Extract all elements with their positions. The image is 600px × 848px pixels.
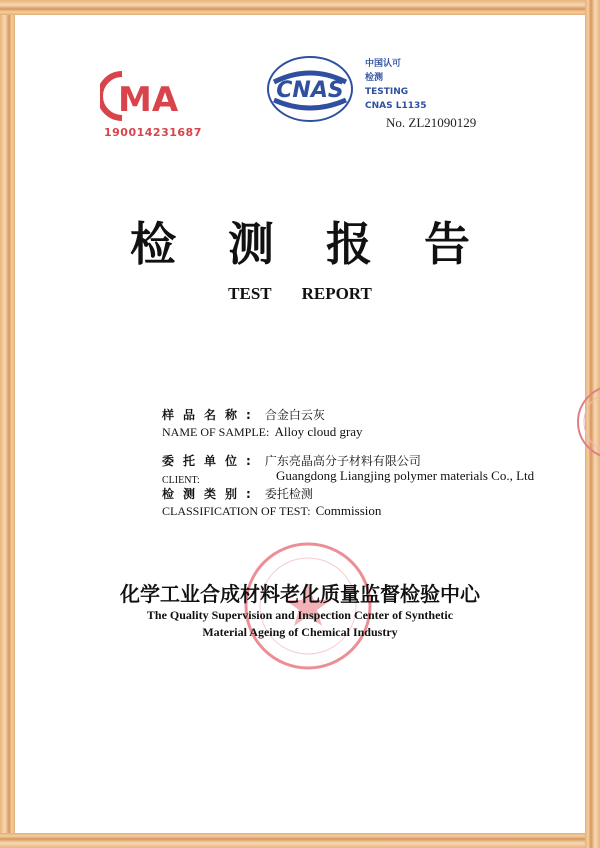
cnas-info (365, 57, 427, 113)
sample-name-row-en (162, 421, 363, 440)
cma-logo-icon (100, 68, 196, 124)
border-bottom (0, 833, 600, 848)
cnas-logo-icon (262, 54, 358, 124)
sample-name-value-en: Alloy cloud gray (274, 424, 363, 439)
issuer-name-en-line1: The Quality Supervision and Inspection Center of Synthetic (146, 608, 454, 622)
cnas-line-cn1: 中国认可 (365, 59, 402, 69)
sample-name-label-en: NAME OF SAMPLE: (162, 425, 270, 439)
classification-value-cn: 委托检测 (264, 487, 313, 501)
client-label-cn: 委托单位: (162, 454, 260, 468)
sample-name-label-cn: 样品名称: (162, 408, 260, 422)
main-title-cn: 检测报告 (130, 217, 522, 271)
client-value-en: Guangdong Liangjing polymer materials Co., Ltd (276, 468, 535, 483)
issuer-name-en-line2: Material Ageing of Chemical Industry (202, 625, 398, 639)
report-number: No. ZL21090129 (386, 115, 477, 130)
client-row (162, 450, 421, 469)
cma-logo-text: MA (118, 80, 179, 120)
cnas-line-code: CNAS L1135 (365, 101, 427, 111)
cnas-line-testing: TESTING (365, 87, 409, 97)
client-label-en: CLIENT: (162, 475, 200, 486)
cnas-line-cn2: 检测 (365, 73, 384, 83)
issuer-name-cn: 化学工业合成材料老化质量监督检验中心 (120, 582, 480, 606)
main-title-en: TEST REPORT (228, 284, 372, 303)
sample-name-value-cn: 合金白云灰 (264, 408, 325, 422)
partial-seal-icon (570, 382, 600, 462)
classification-label-en: CLASSIFICATION OF TEST: (162, 504, 311, 518)
classification-value-en: Commission (315, 503, 382, 518)
cma-reg-number: 190014231687 (104, 126, 202, 139)
client-value-cn: 广东亮晶高分子材料有限公司 (264, 454, 421, 468)
classification-row-en (162, 500, 381, 519)
border-top (0, 0, 600, 15)
cnas-logo-text: CNAS (276, 78, 344, 103)
classification-label-cn: 检测类别: (162, 487, 260, 501)
